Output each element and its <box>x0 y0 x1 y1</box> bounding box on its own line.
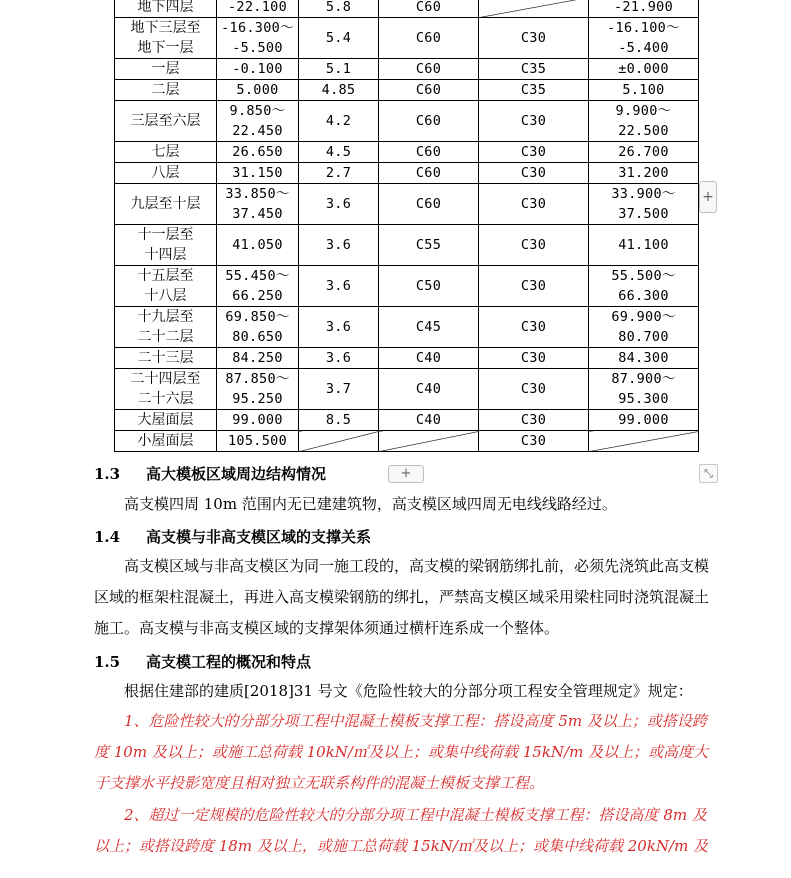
elevation-cell[interactable] <box>217 431 299 452</box>
cell-text: C55 <box>415 237 442 253</box>
cell-text: 22.450 <box>232 123 283 139</box>
top-elevation-cell[interactable] <box>589 184 699 225</box>
section-number: 1.4 <box>94 528 121 546</box>
section-number: 1.5 <box>94 653 121 671</box>
cell-text: 99.000 <box>618 412 669 428</box>
cell-text: C35 <box>520 61 547 77</box>
column-grade-cell[interactable] <box>379 163 479 184</box>
table-row <box>115 431 699 452</box>
column-grade-cell[interactable] <box>379 348 479 369</box>
rule-item-2: 2、超过一定规模的危险性较大的分部分项工程中混凝土模板支撑工程：搭设高度 8m 及以上；或搭设跨度 18m 及以上，或施工总荷载 15kN/㎡及以上；或集中线荷载 20kN/m 及 <box>94 806 709 855</box>
floor-cell[interactable] <box>115 101 217 142</box>
height-cell[interactable] <box>299 431 379 452</box>
beam-grade-cell[interactable] <box>479 410 589 431</box>
cell-text: C30 <box>520 144 547 160</box>
top-elevation-cell[interactable] <box>589 225 699 266</box>
cell-text: 地下三层至 <box>130 20 201 36</box>
top-elevation-cell[interactable] <box>589 142 699 163</box>
elevation-cell[interactable] <box>217 142 299 163</box>
beam-grade-cell[interactable] <box>479 431 589 452</box>
floor-cell[interactable] <box>115 184 217 225</box>
cell-text: 3.6 <box>325 278 352 294</box>
floor-table <box>114 0 699 452</box>
table-row <box>115 0 699 18</box>
height-cell[interactable] <box>299 0 379 18</box>
top-elevation-cell[interactable] <box>589 80 699 101</box>
table-row <box>115 142 699 163</box>
cell-text: 8.5 <box>325 412 352 428</box>
cell-text: 66.250 <box>232 288 283 304</box>
cell-text: 2.7 <box>325 165 352 181</box>
cell-text: C30 <box>520 278 547 294</box>
cell-text: 八层 <box>151 165 180 181</box>
cell-text: C60 <box>415 61 442 77</box>
table-row <box>115 184 699 225</box>
elevation-cell[interactable] <box>217 80 299 101</box>
cell-text: C30 <box>520 319 547 335</box>
elevation-cell[interactable] <box>217 18 299 59</box>
table-row <box>115 163 699 184</box>
cell-text: -0.100 <box>232 61 283 77</box>
beam-grade-cell[interactable] <box>479 369 589 410</box>
cell-text: C30 <box>520 381 547 397</box>
cell-text: 37.500 <box>618 206 669 222</box>
cell-text: C30 <box>520 113 547 129</box>
elevation-cell[interactable] <box>217 163 299 184</box>
top-elevation-cell[interactable] <box>589 431 699 452</box>
height-cell[interactable] <box>299 369 379 410</box>
cell-text: -5.500 <box>232 40 283 56</box>
table-row <box>115 410 699 431</box>
cell-text: 41.100 <box>618 237 669 253</box>
beam-grade-cell[interactable] <box>479 142 589 163</box>
table-row <box>115 348 699 369</box>
cell-text: -21.900 <box>614 0 673 15</box>
elevation-cell[interactable] <box>217 59 299 80</box>
beam-grade-cell[interactable] <box>479 184 589 225</box>
cell-text: C30 <box>520 433 547 449</box>
column-grade-cell[interactable] <box>379 80 479 101</box>
beam-grade-cell[interactable] <box>479 101 589 142</box>
cell-text: 31.200 <box>618 165 669 181</box>
top-elevation-cell[interactable] <box>589 348 699 369</box>
elevation-cell[interactable] <box>217 184 299 225</box>
floor-cell[interactable] <box>115 225 217 266</box>
height-cell[interactable] <box>299 307 379 348</box>
cell-text: C60 <box>415 113 442 129</box>
beam-grade-cell[interactable] <box>479 348 589 369</box>
cell-text: 3.6 <box>325 319 352 335</box>
table-row <box>115 266 699 307</box>
height-cell[interactable] <box>299 410 379 431</box>
section-title: 高支模工程的概况和特点 <box>146 653 312 671</box>
beam-grade-cell[interactable] <box>479 225 589 266</box>
elevation-cell[interactable] <box>217 348 299 369</box>
table-row <box>115 307 699 348</box>
cell-text: C60 <box>415 30 442 46</box>
cell-text: 55.500～ <box>611 268 676 284</box>
column-grade-cell[interactable] <box>379 142 479 163</box>
cell-text: -22.100 <box>228 0 287 15</box>
cell-text: C50 <box>415 278 442 294</box>
top-elevation-cell[interactable] <box>589 266 699 307</box>
cell-text: 5.8 <box>325 0 352 15</box>
cell-text: 37.450 <box>232 206 283 222</box>
floor-cell[interactable] <box>115 163 217 184</box>
cell-text: C60 <box>415 165 442 181</box>
section-heading-1-3 <box>94 463 326 484</box>
elevation-cell[interactable] <box>217 101 299 142</box>
cell-text: 十四层 <box>144 247 187 263</box>
cell-text: 105.500 <box>228 433 287 449</box>
cell-text: 三层至六层 <box>130 113 201 129</box>
floor-cell[interactable] <box>115 369 217 410</box>
top-elevation-cell[interactable] <box>589 0 699 18</box>
cell-text: C30 <box>520 237 547 253</box>
beam-grade-cell[interactable] <box>479 266 589 307</box>
section-heading-1-5 <box>94 651 311 672</box>
cell-text: C30 <box>520 412 547 428</box>
column-grade-cell[interactable] <box>379 307 479 348</box>
elevation-cell[interactable] <box>217 369 299 410</box>
table-row <box>115 18 699 59</box>
cell-text: 26.650 <box>232 144 283 160</box>
cell-text: 十五层至 <box>137 268 194 284</box>
cell-text: C60 <box>415 196 442 212</box>
cell-text: 84.300 <box>618 350 669 366</box>
height-cell[interactable] <box>299 80 379 101</box>
column-grade-cell[interactable] <box>379 101 479 142</box>
floor-cell[interactable] <box>115 80 217 101</box>
beam-grade-cell[interactable] <box>479 59 589 80</box>
cell-text: 十一层至 <box>137 227 194 243</box>
cell-text: C60 <box>415 82 442 98</box>
height-cell[interactable] <box>299 184 379 225</box>
cell-text: 二十四层至 <box>130 371 201 387</box>
height-cell[interactable] <box>299 225 379 266</box>
cell-text: 84.250 <box>232 350 283 366</box>
floor-cell[interactable] <box>115 266 217 307</box>
cell-text: 87.900～ <box>611 371 676 387</box>
cell-text: 95.300 <box>618 391 669 407</box>
table-row <box>115 225 699 266</box>
cell-text: -16.100～ <box>607 20 680 36</box>
cell-text: 3.6 <box>325 237 352 253</box>
cell-text: 33.850～ <box>225 186 290 202</box>
floor-cell[interactable] <box>115 18 217 59</box>
section-number: 1.3 <box>94 465 121 483</box>
paragraph-1-5: 根据住建部的建质[2018]31 号文《危险性较大的分部分项工程安全管理规定》规定： <box>124 682 693 700</box>
section-title: 高支模与非高支模区域的支撑关系 <box>146 528 372 546</box>
cell-text: 31.150 <box>232 165 283 181</box>
cell-text: C30 <box>520 30 547 46</box>
cell-text: C35 <box>520 82 547 98</box>
cell-text: 4.85 <box>321 82 356 98</box>
height-cell[interactable] <box>299 101 379 142</box>
height-cell[interactable] <box>299 163 379 184</box>
top-elevation-cell[interactable] <box>589 410 699 431</box>
table-row <box>115 101 699 142</box>
cell-text: 5.000 <box>236 82 279 98</box>
cell-text: 大屋面层 <box>137 412 194 428</box>
cell-text: 26.700 <box>618 144 669 160</box>
cell-text: 9.900～ <box>615 103 672 119</box>
cell-text: 66.300 <box>618 288 669 304</box>
paragraph-1-4: 高支模区域与非高支模区为同一施工段的，高支模的梁钢筋绑扎前，必须先浇筑此高支模区域的框架柱混凝土，再进入高支模梁钢筋的绑扎，严禁高支模区域采用梁柱同时浇筑混凝土施工。高支模与非高支模区域的支撑架体须通过横杆连系成一个整体。 <box>94 557 710 637</box>
elevation-cell[interactable] <box>217 0 299 18</box>
cell-text: C45 <box>415 319 442 335</box>
column-grade-cell[interactable] <box>379 369 479 410</box>
top-elevation-cell[interactable] <box>589 369 699 410</box>
cell-text: 3.7 <box>325 381 352 397</box>
cell-text: C30 <box>520 196 547 212</box>
cell-text: 九层至十层 <box>130 196 201 212</box>
table-row <box>115 59 699 80</box>
floor-cell[interactable] <box>115 0 217 18</box>
height-cell[interactable] <box>299 142 379 163</box>
cell-text: 22.500 <box>618 123 669 139</box>
column-grade-cell[interactable] <box>379 18 479 59</box>
cell-text: 七层 <box>151 144 180 160</box>
table-row <box>115 80 699 101</box>
elevation-cell[interactable] <box>217 266 299 307</box>
floor-cell[interactable] <box>115 307 217 348</box>
top-elevation-cell[interactable] <box>589 163 699 184</box>
column-grade-cell[interactable] <box>379 225 479 266</box>
cell-text: C60 <box>415 144 442 160</box>
cell-text: C40 <box>415 381 442 397</box>
height-cell[interactable] <box>299 18 379 59</box>
beam-grade-cell[interactable] <box>479 80 589 101</box>
cell-text: 3.6 <box>325 350 352 366</box>
column-grade-cell[interactable] <box>379 431 479 452</box>
top-elevation-cell[interactable] <box>589 307 699 348</box>
cell-text: 4.2 <box>325 113 352 129</box>
cell-text: 地下一层 <box>137 40 194 56</box>
section-heading-1-4 <box>94 526 371 547</box>
cell-text: 80.700 <box>618 329 669 345</box>
elevation-cell[interactable] <box>217 307 299 348</box>
floor-cell[interactable] <box>115 59 217 80</box>
cell-text: -16.300～ <box>221 20 294 36</box>
add-column-button[interactable]: + <box>699 181 717 213</box>
floor-cell[interactable] <box>115 142 217 163</box>
beam-grade-cell[interactable] <box>479 0 589 18</box>
section-title: 高大模板区域周边结构情况 <box>146 465 327 483</box>
cell-text: 5.4 <box>325 30 352 46</box>
cell-text: 95.250 <box>232 391 283 407</box>
cell-text: 十八层 <box>144 288 187 304</box>
cell-text: 99.000 <box>232 412 283 428</box>
column-grade-cell[interactable] <box>379 59 479 80</box>
cell-text: 4.5 <box>325 144 352 160</box>
cell-text: ±0.000 <box>618 61 669 77</box>
cell-text: C30 <box>520 165 547 181</box>
floor-cell[interactable] <box>115 431 217 452</box>
cell-text: 十九层至 <box>137 309 194 325</box>
elevation-cell[interactable] <box>217 225 299 266</box>
add-row-button[interactable]: + <box>388 465 424 483</box>
cell-text: 55.450～ <box>225 268 290 284</box>
cell-text: C40 <box>415 412 442 428</box>
floor-cell[interactable] <box>115 410 217 431</box>
beam-grade-cell[interactable] <box>479 163 589 184</box>
cell-text: 二十三层 <box>137 350 194 366</box>
cell-text: 二十二层 <box>137 329 194 345</box>
table-row <box>115 369 699 410</box>
cell-text: 二十六层 <box>137 391 194 407</box>
cell-text: 9.850～ <box>229 103 286 119</box>
cell-text: C30 <box>520 350 547 366</box>
height-cell[interactable] <box>299 59 379 80</box>
cell-text: 地下四层 <box>137 0 194 15</box>
cell-text: 一层 <box>151 61 180 77</box>
cell-text: 41.050 <box>232 237 283 253</box>
cell-text: 5.1 <box>325 61 352 77</box>
elevation-cell[interactable] <box>217 410 299 431</box>
cell-text: 69.850～ <box>225 309 290 325</box>
top-elevation-cell[interactable] <box>589 59 699 80</box>
floor-cell[interactable] <box>115 348 217 369</box>
beam-grade-cell[interactable] <box>479 18 589 59</box>
top-elevation-cell[interactable] <box>589 18 699 59</box>
cell-text: 69.900～ <box>611 309 676 325</box>
cell-text: 80.650 <box>232 329 283 345</box>
height-cell[interactable] <box>299 348 379 369</box>
column-grade-cell[interactable] <box>379 0 479 18</box>
cell-text: 小屋面层 <box>137 433 194 449</box>
cell-text: 3.6 <box>325 196 352 212</box>
column-grade-cell[interactable] <box>379 410 479 431</box>
cell-text: -5.400 <box>618 40 669 56</box>
beam-grade-cell[interactable] <box>479 307 589 348</box>
top-elevation-cell[interactable] <box>589 101 699 142</box>
column-grade-cell[interactable] <box>379 266 479 307</box>
cell-text: C40 <box>415 350 442 366</box>
column-grade-cell[interactable] <box>379 184 479 225</box>
cell-text: C60 <box>415 0 442 15</box>
cell-text: 33.900～ <box>611 186 676 202</box>
cell-text: 5.100 <box>622 82 665 98</box>
cell-text: 二层 <box>151 82 180 98</box>
paragraph-1-3: 高支模四周 10m 范围内无已建建筑物，高支模区域四周无电线线路经过。 <box>124 495 617 513</box>
cell-text: 87.850～ <box>225 371 290 387</box>
rule-item-1: 1、危险性较大的分部分项工程中混凝土模板支撑工程：搭设高度 5m 及以上；或搭设跨度 10m 及以上；或施工总荷载 10kN/㎡及以上；或集中线荷载 15kN/m 及以上；或高度大于支撑水平投影宽度且相对独立无联系构件的混凝土模板支撑工程。 <box>94 712 709 792</box>
height-cell[interactable] <box>299 266 379 307</box>
table-resize-handle[interactable]: ⤡ <box>699 464 718 483</box>
